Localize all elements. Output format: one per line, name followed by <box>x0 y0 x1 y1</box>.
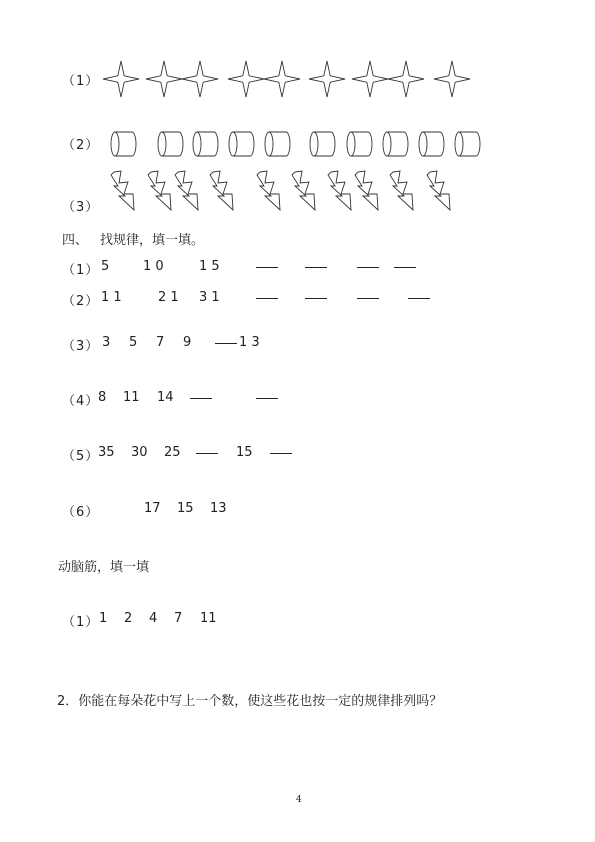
cylinder-icon-3 <box>191 130 219 158</box>
s4-r6-num-2: 15 <box>177 501 194 516</box>
s4-row-label-4: （4） <box>62 394 100 409</box>
lightning-icon-8 <box>352 170 382 212</box>
star-icon-7 <box>351 60 389 98</box>
star-icon-3 <box>181 60 219 98</box>
s4-r2-num-1: 1 1 <box>101 290 122 305</box>
brain-title: 动脑筋，填一填 <box>58 560 150 575</box>
star-icon-6 <box>308 60 346 98</box>
s4-r4-blank-2[interactable] <box>256 398 278 399</box>
row-label-2: （2） <box>62 138 100 153</box>
cylinder-icon-5 <box>263 130 291 158</box>
s4-r2-blank-2[interactable] <box>305 298 327 299</box>
cylinder-icon-4 <box>227 130 255 158</box>
s4-r5-num-2: 30 <box>131 445 148 460</box>
s4-r3-num-5: 1 3 <box>239 335 260 350</box>
cylinder-icon-6 <box>308 130 336 158</box>
page-number: 4 <box>296 795 302 805</box>
s4-r5-blank-2[interactable] <box>270 453 292 454</box>
s4-r6-num-1: 17 <box>144 501 161 516</box>
s4-row-label-6: （6） <box>62 505 100 520</box>
cylinder-icon-10 <box>453 130 481 158</box>
s4-r1-num-2: 1 0 <box>143 259 164 274</box>
brain-num-1: 1 <box>99 611 108 626</box>
section-4-title: 找规律，填一填。 <box>100 233 205 248</box>
s4-r5-blank-1[interactable] <box>196 453 218 454</box>
s4-r2-num-2: 2 1 <box>158 290 179 305</box>
s4-r4-num-1: 8 <box>98 390 107 405</box>
star-icon-8 <box>387 60 425 98</box>
lightning-icon-2 <box>145 170 175 212</box>
cylinder-icon-7 <box>345 130 373 158</box>
cylinder-icon-1 <box>109 130 137 158</box>
s4-r4-num-3: 14 <box>157 390 174 405</box>
s4-r4-blank-1[interactable] <box>190 398 212 399</box>
star-icon-1 <box>102 60 140 98</box>
s4-row-label-5: （5） <box>62 449 100 464</box>
s4-r2-num-3: 3 1 <box>199 290 220 305</box>
s4-r1-num-1: 5 <box>101 259 110 274</box>
brain-num-4: 7 <box>174 611 183 626</box>
question-2: 2．你能在每朵花中写上一个数，使这些花也按一定的规律排列吗？ <box>57 694 443 709</box>
s4-r2-blank-3[interactable] <box>357 298 379 299</box>
lightning-icon-4 <box>207 170 237 212</box>
lightning-icon-3 <box>172 170 202 212</box>
lightning-icon-1 <box>108 170 138 212</box>
s4-r1-blank-4[interactable] <box>394 267 416 268</box>
cylinder-icon-8 <box>381 130 409 158</box>
lightning-icon-5 <box>254 170 284 212</box>
s4-r3-num-3: 7 <box>156 335 165 350</box>
lightning-icon-6 <box>289 170 319 212</box>
brain-num-5: 11 <box>200 611 217 626</box>
s4-r6-num-3: 13 <box>210 501 227 516</box>
s4-r1-num-3: 1 5 <box>199 259 220 274</box>
s4-r5-num-1: 35 <box>98 445 115 460</box>
s4-row-label-3: （3） <box>62 339 100 354</box>
s4-r1-blank-2[interactable] <box>305 267 327 268</box>
cylinder-icon-2 <box>156 130 184 158</box>
s4-r3-num-4: 9 <box>183 335 192 350</box>
brain-num-3: 4 <box>149 611 158 626</box>
cylinder-icon-9 <box>417 130 445 158</box>
row-label-3: （3） <box>62 200 100 215</box>
s4-r3-num-2: 5 <box>129 335 138 350</box>
s4-r1-blank-1[interactable] <box>256 267 278 268</box>
s4-r2-blank-1[interactable] <box>256 298 278 299</box>
s4-r3-num-1: 3 <box>102 335 111 350</box>
s4-r5-num-3: 25 <box>164 445 181 460</box>
star-icon-2 <box>145 60 183 98</box>
s4-r4-num-2: 11 <box>123 390 140 405</box>
star-icon-5 <box>263 60 301 98</box>
s4-r2-blank-4[interactable] <box>408 298 430 299</box>
row-label-1: （1） <box>62 74 100 89</box>
brain-num-2: 2 <box>124 611 133 626</box>
s4-r1-blank-3[interactable] <box>357 267 379 268</box>
star-icon-4 <box>227 60 265 98</box>
s4-r5-num-4: 15 <box>236 445 253 460</box>
section-4-heading: 四、 <box>62 233 89 248</box>
lightning-icon-10 <box>424 170 454 212</box>
lightning-icon-9 <box>387 170 417 212</box>
s4-row-label-2: （2） <box>62 294 100 309</box>
s4-row-label-1: （1） <box>62 263 100 278</box>
brain-row-label: （1） <box>62 615 100 630</box>
s4-r3-blank-1[interactable] <box>215 343 237 344</box>
star-icon-9 <box>433 60 471 98</box>
lightning-icon-7 <box>325 170 355 212</box>
